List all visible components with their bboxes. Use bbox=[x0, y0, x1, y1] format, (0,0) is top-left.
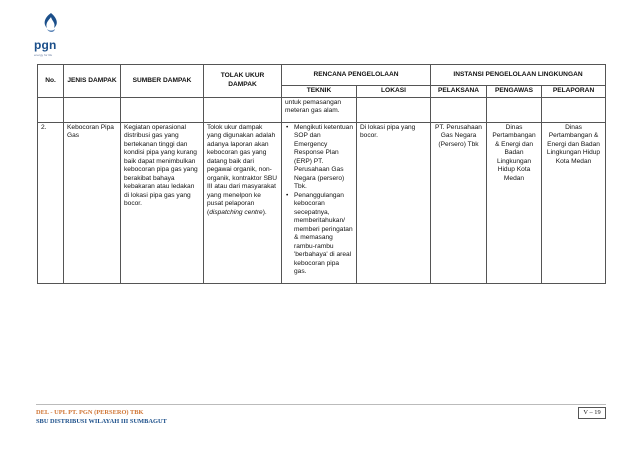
header-row-main bbox=[38, 65, 606, 86]
header-jenis-dampak: JENIS DAMPAK bbox=[64, 65, 121, 98]
cell-tolak-ukur bbox=[204, 122, 282, 283]
logo-wordmark: pgn bbox=[34, 38, 57, 52]
tolak-ukur-end: ). bbox=[262, 208, 267, 216]
cell-pengawas: Dinas Pertambangan & Energi dan Badan Lingkungan Hidup Kota Medan bbox=[487, 122, 542, 283]
header-instansi: INSTANSI PENGELOLAAN LINGKUNGAN bbox=[431, 65, 606, 86]
cell-pelaporan: Dinas Pertambangan & Energi dan Badan Lingkungan Hidup Kota Medan bbox=[542, 122, 606, 283]
cell-teknik bbox=[282, 122, 357, 283]
header-pengawas: PENGAWAS bbox=[487, 86, 542, 98]
list-item: • Mengikuti ketentuan SOP dan Emergency Response Plan (ERP) PT. Perusahaan Gas Negara (persero) Tbk. bbox=[286, 123, 354, 190]
pgn-logo bbox=[28, 12, 76, 60]
cell-jenis-dampak: Kebocoran Pipa Gas bbox=[64, 122, 121, 283]
teknik-list bbox=[285, 124, 353, 277]
tolak-ukur-italic: dispatching centre bbox=[209, 208, 263, 216]
list-item: • Penanggulangan kebocoran secepatnya, memberitahukan/ memberi peringatan & memasang rambu-rambu 'berbahaya' di areal kebocoran pipa gas. bbox=[286, 191, 353, 275]
header-sumber-dampak: SUMBER DAMPAK bbox=[121, 65, 204, 98]
header-teknik: TEKNIK bbox=[282, 86, 357, 98]
bullet-icon: • bbox=[286, 123, 289, 131]
footer-text bbox=[36, 408, 167, 426]
environmental-management-table bbox=[37, 64, 606, 284]
logo-tagline: energy for life bbox=[34, 53, 53, 57]
cell-pelaksana: PT. Perusahaan Gas Negara (Persero) Tbk bbox=[431, 122, 487, 283]
header-lokasi: LOKASI bbox=[357, 86, 431, 98]
bullet-icon: • bbox=[286, 191, 289, 199]
footer-divider bbox=[36, 404, 606, 405]
header-tolak-ukur: TOLAK UKUR DAMPAK bbox=[204, 65, 282, 98]
table-row bbox=[38, 122, 606, 283]
header-pelaporan: PELAPORAN bbox=[542, 86, 606, 98]
header-pelaksana: PELAKSANA bbox=[431, 86, 487, 98]
footer-doc-title: DEL - UPL PT. PGN (PERSERO) TBK bbox=[36, 409, 144, 416]
continuation-teknik: untuk pemasangan meteran gas alam. bbox=[282, 97, 357, 122]
cell-lokasi: Di lokasi pipa yang bocor. bbox=[357, 122, 431, 283]
footer-unit: SBU DISTRIBUSI WILAYAH III SUMBAGUT bbox=[36, 418, 167, 425]
cell-sumber-dampak: Kegiatan operasional distribusi gas yang bertekanan tinggi dan kondisi pipa yang kurang baik dapat menimbulkan kebocoran pipa gas yang berakibat bahaya kebakaran atau ledakan di lokasi pipa gas yang bocor. bbox=[121, 122, 204, 283]
header-rencana: RENCANA PENGELOLAAN bbox=[282, 65, 431, 86]
page-number: V – 19 bbox=[578, 407, 606, 419]
continuation-row bbox=[38, 97, 606, 122]
pgn-flame-icon bbox=[38, 12, 64, 38]
header-no: No. bbox=[38, 65, 64, 98]
tolak-ukur-text: Tolok ukur dampak yang digunakan adalah adanya laporan akan kebocoran gas yang datang baik dari pegawai organik, non-organik, kontraktor SBU III atau dari masyarakat yang menelpon ke pusat pelaporan ( bbox=[207, 123, 277, 216]
cell-no: 2. bbox=[38, 122, 64, 283]
